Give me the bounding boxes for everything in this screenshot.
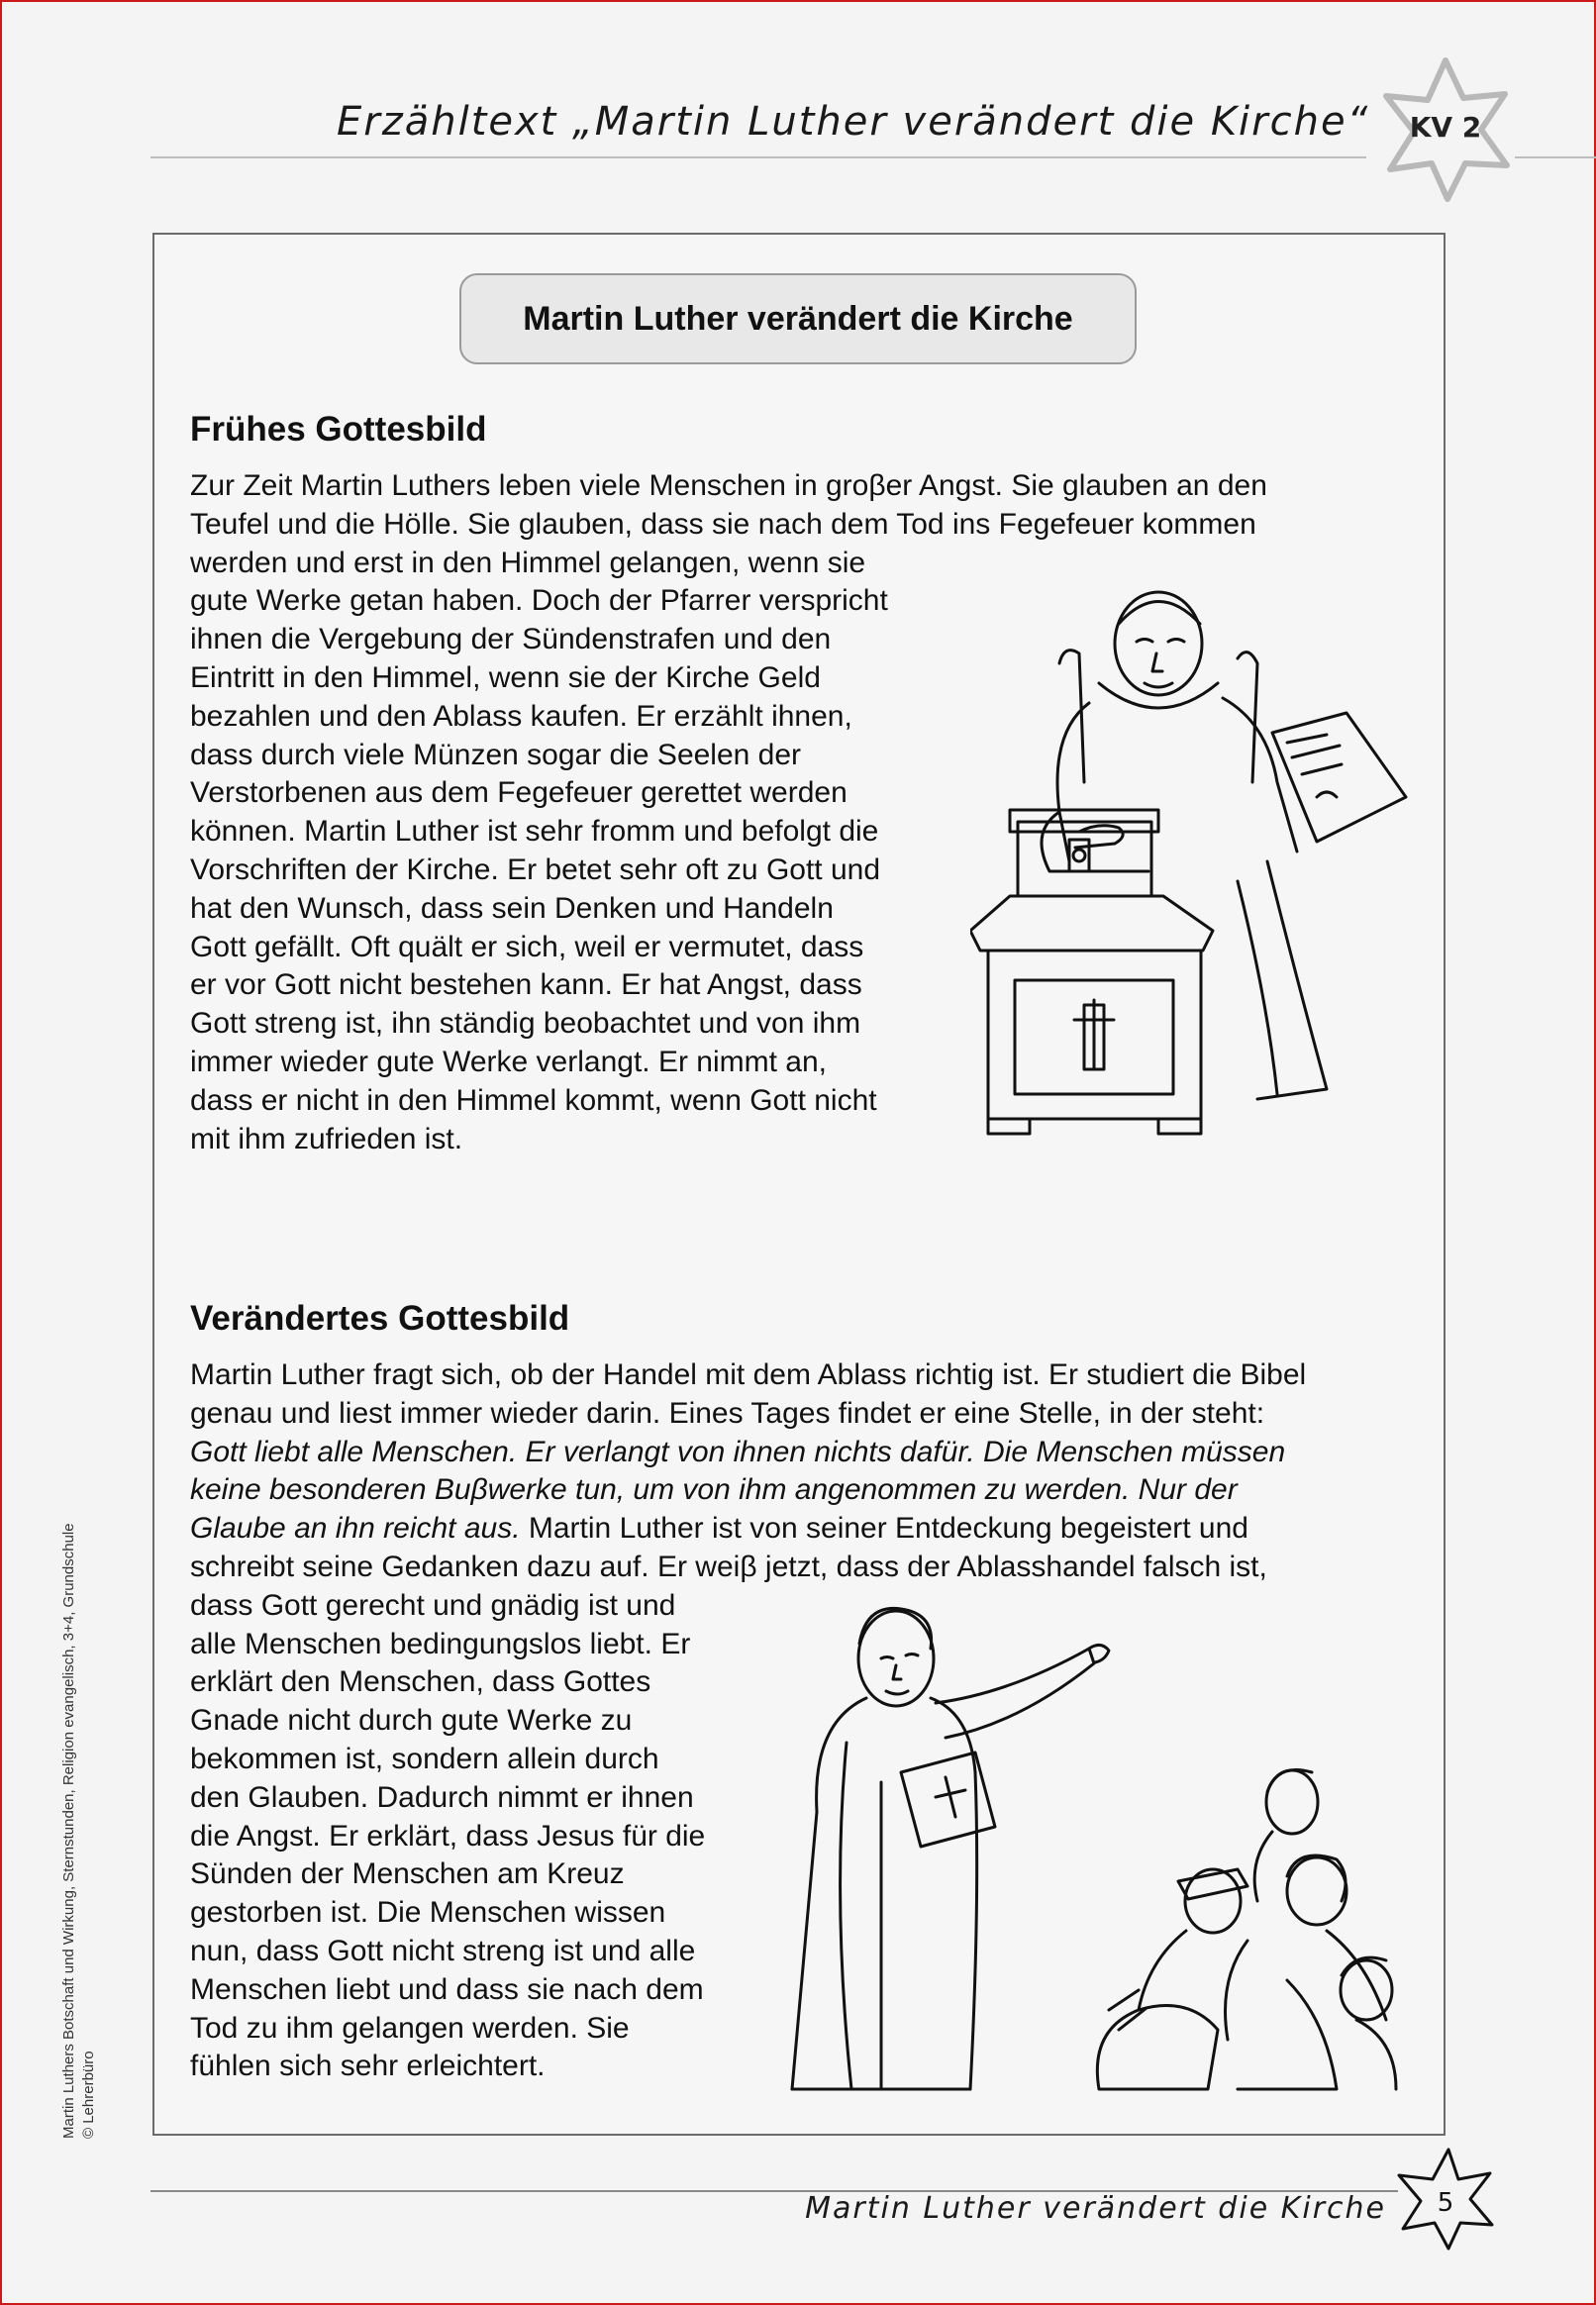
header-title: Erzähltext „Martin Luther verändert die Kirche“ (337, 99, 1370, 145)
section-heading-early: Frühes Gottesbild (190, 410, 487, 449)
quote-line: Gott liebt alle Menschen. Er verlangt von ihnen nichts dafür. Die Menschen müssen (190, 1435, 1286, 1468)
text-line: Gott gefällt. Oft quält er sich, weil er vermutet, dass (190, 930, 864, 963)
luther-preaching-illustration (772, 1604, 1416, 2099)
text-line: hat den Wunsch, dass sein Denken und Handeln (190, 891, 834, 925)
section-heading-changed: Verändertes Gottesbild (190, 1299, 570, 1338)
text-line: können. Martin Luther ist sehr fromm und befolgt die (190, 815, 879, 849)
text-line: bekommen ist, sondern allein durch (190, 1742, 659, 1775)
text-line: nun, dass Gott nicht streng ist und alle (190, 1934, 696, 1967)
text-line: schreibt seine Gedanken dazu auf. Er weiβ jetzt, dass der Ablasshandel falsch ist, (190, 1550, 1267, 1583)
text-line: genau und liest immer wieder darin. Eines Tages findet er eine Stelle, in der steht: (190, 1396, 1265, 1430)
monk-with-money-chest-illustration (970, 584, 1416, 1149)
text-line: Gott streng ist, ihn ständig beobachtet und von ihm (190, 1007, 861, 1041)
text-line: Eintritt in den Himmel, wenn sie der Kirche Geld (190, 660, 821, 694)
text-line: Zur Zeit Martin Luthers leben viele Menschen in groβer Angst. Sie glauben an den (190, 469, 1267, 502)
text-line: mit ihm zufrieden ist. (190, 1122, 463, 1155)
text-line: Tod zu ihm gelangen werden. Sie (190, 2011, 630, 2045)
text-line: erklärt den Menschen, dass Gottes (190, 1665, 651, 1699)
text-fragment: Martin Luther ist von seiner Entdeckung begeistert und (520, 1512, 1248, 1546)
text-line: gestorben ist. Die Menschen wissen (190, 1896, 666, 1930)
text-line: Vorschriften der Kirche. Er betet sehr oft zu Gott und (190, 852, 881, 886)
kv-badge-label: KV 2 (1409, 111, 1482, 144)
text-line: immer wieder gute Werke verlangt. Er nimmt an, (190, 1045, 827, 1078)
header-rule-right (1515, 156, 1596, 158)
main-title-box (459, 273, 1137, 364)
text-line: Martin Luther fragt sich, ob der Handel mit dem Ablass richtig ist. Er studiert die Bibel (190, 1358, 1307, 1391)
text-line: alle Menschen bedingungslos liebt. Er (190, 1627, 691, 1660)
header-rule (150, 156, 1366, 158)
credit-line: © Lehrerbüro (80, 2051, 97, 2139)
page-number: 5 (1437, 2188, 1454, 2218)
text-line: fühlen sich sehr erleichtert. (190, 2050, 546, 2083)
text-line: dass durch viele Münzen sogar die Seelen der (190, 738, 802, 771)
text-line: Menschen liebt und dass sie nach dem (190, 1972, 704, 2006)
credit-line: Martin Luthers Botschaft und Wirkung, Sternstunden, Religion evangelisch, 3+4, Grundschule (60, 1523, 77, 2139)
text-line: werden und erst in den Himmel gelangen, wenn sie (190, 546, 866, 579)
quote-line: keine besonderen Buβwerke tun, um von ihm angenommen zu werden. Nur der (190, 1473, 1238, 1507)
text-line: Gnade nicht durch gute Werke zu (190, 1704, 633, 1738)
text-line: er vor Gott nicht bestehen kann. Er hat Angst, dass (190, 968, 862, 1002)
main-title: Martin Luther verändert die Kirche (523, 299, 1073, 338)
text-line: den Glauben. Dadurch nimmt er ihnen (190, 1780, 694, 1814)
text-line: bezahlen und den Ablass kaufen. Er erzählt ihnen, (190, 699, 852, 733)
text-line: Verstorbenen aus dem Fegefeuer gerettet werden (190, 776, 848, 810)
side-credit (59, 1505, 119, 2139)
text-line (190, 1510, 1306, 1549)
text-line: ihnen die Vergebung der Sündenstrafen und den (190, 623, 832, 656)
quote-fragment: Glaube an ihn reicht aus. (190, 1512, 521, 1546)
text-line: gute Werke getan haben. Doch der Pfarrer verspricht (190, 584, 888, 618)
text-line: Teufel und die Hölle. Sie glauben, dass sie nach dem Tod ins Fegefeuer kommen (190, 507, 1256, 541)
text-line: dass Gott gerecht und gnädig ist und (190, 1588, 676, 1622)
text-line: dass er nicht in den Himmel kommt, wenn Gott nicht (190, 1083, 877, 1117)
footer-title: Martin Luther verändert die Kirche (805, 2191, 1386, 2226)
text-line: Sünden der Menschen am Kreuz (190, 1857, 625, 1891)
text-line: die Angst. Er erklärt, dass Jesus für die (190, 1819, 706, 1853)
